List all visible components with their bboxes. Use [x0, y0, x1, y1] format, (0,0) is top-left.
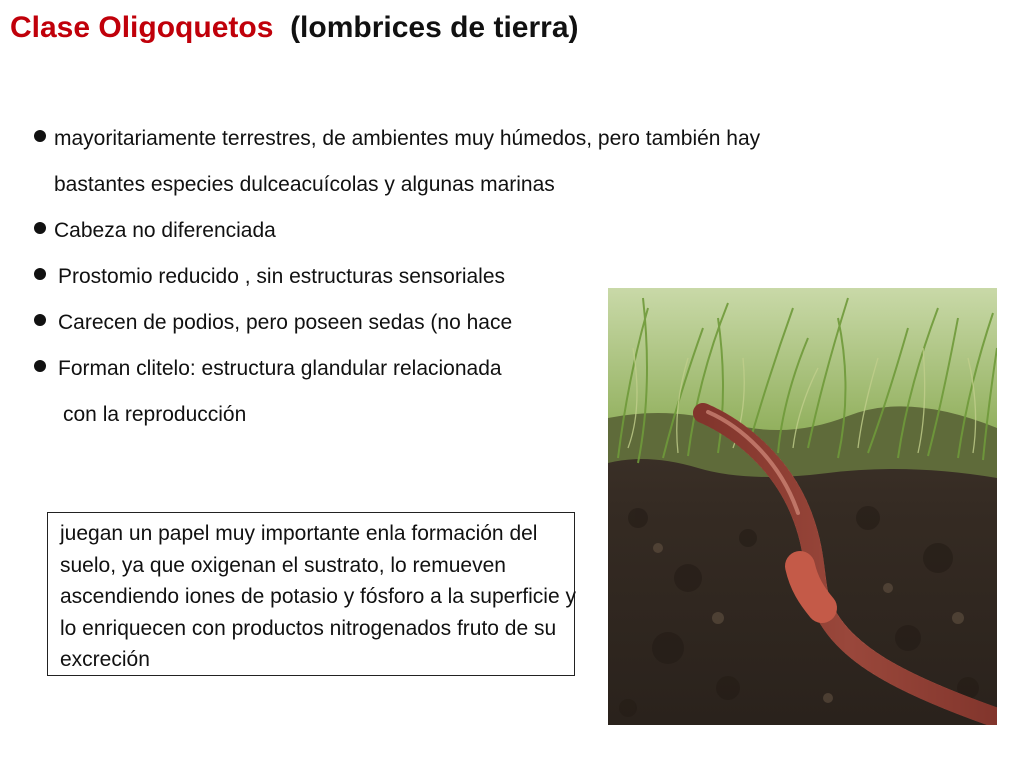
bullet-dot-icon [34, 130, 46, 142]
list-item [30, 208, 930, 254]
title-main: Clase Oligoquetos [10, 11, 274, 44]
note-text: juegan un papel muy importante enla formación del suelo, ya que oxigenan el sustrato, lo remueven ascendiendo iones de potasio y fósforo a la superficie y lo enriquecen con productos nitrogenados fruto de su excreción [60, 522, 576, 671]
bullet-dot-icon [34, 268, 46, 280]
list-item-text: mayoritariamente terrestres, de ambientes muy húmedos, pero también hay [54, 127, 761, 150]
bullet-dot-icon [34, 222, 46, 234]
bullet-dot-icon [34, 360, 46, 372]
list-item-text: Cabeza no diferenciada [54, 219, 276, 242]
list-item-text: con la reproducción [63, 403, 247, 426]
list-item-text: Forman clitelo: estructura glandular relacionada [58, 357, 502, 380]
earthworm-photo [608, 288, 997, 725]
list-item-text: Carecen de podios, pero poseen sedas (no hace [58, 311, 513, 334]
list-item [30, 116, 930, 162]
slide-title [10, 8, 579, 48]
list-item-text: Prostomio reducido , sin estructuras sensoriales [58, 265, 506, 288]
title-sub: (lombrices de tierra) [290, 11, 579, 44]
earthworm-photo-icon [608, 288, 997, 725]
list-item-text: bastantes especies dulceacuícolas y algunas marinas [54, 173, 555, 196]
list-item-continuation [30, 162, 930, 208]
bullet-dot-icon [34, 314, 46, 326]
